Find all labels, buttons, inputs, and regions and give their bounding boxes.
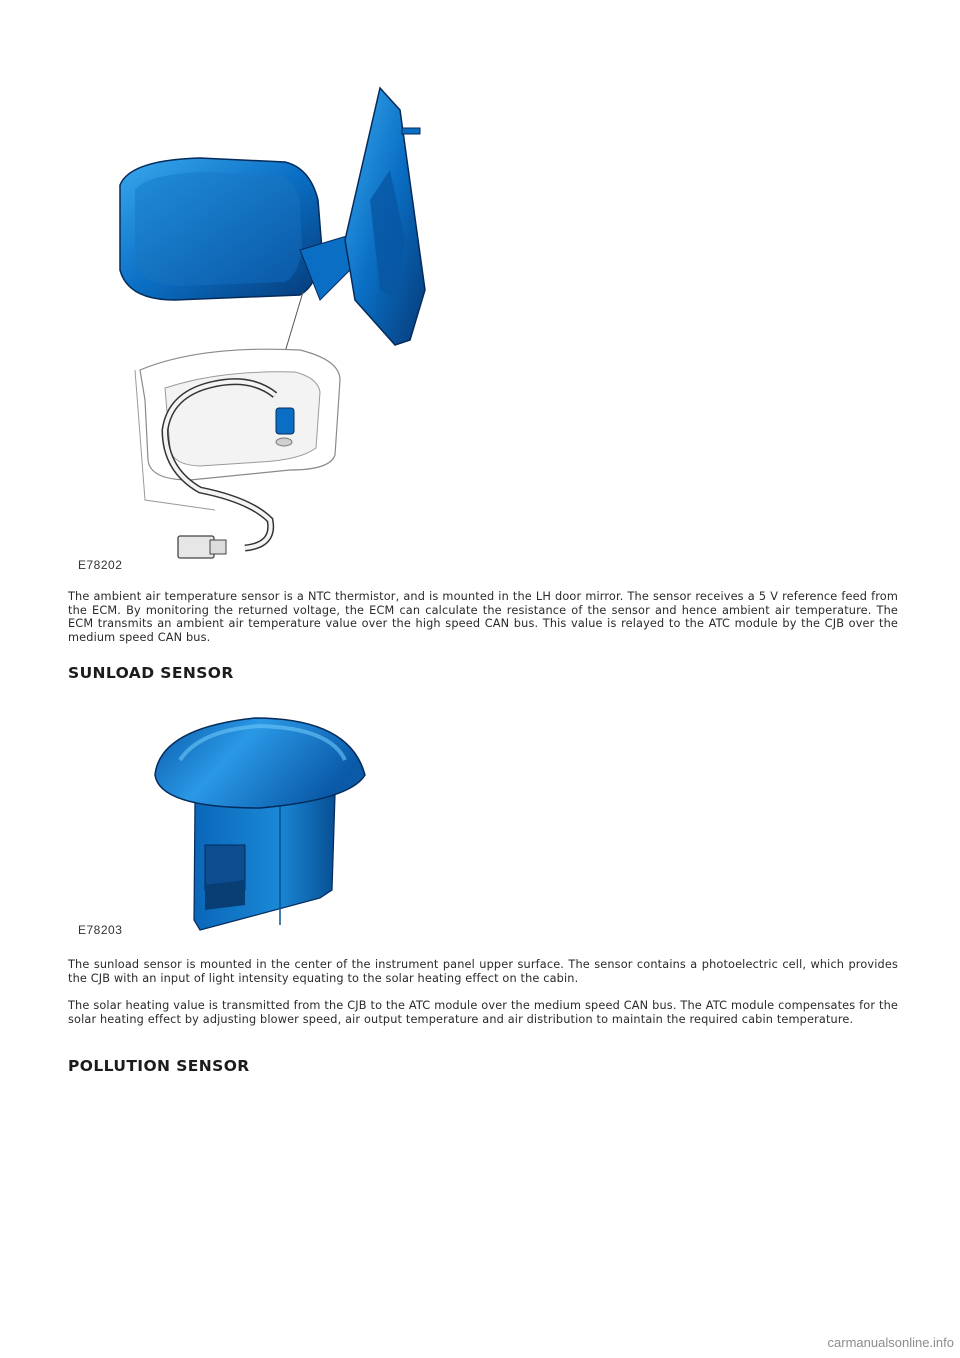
section-heading: SUNLOAD SENSOR [68,664,234,682]
watermark: carmanualsonline.info [827,1335,954,1350]
figure-caption: E78203 [78,923,123,937]
figure-caption: E78202 [78,558,123,572]
body-paragraph: The ambient air temperature sensor is a NTC thermistor, and is mounted in the LH door mirror. The sensor receives a 5 V reference feed from the ECM. By monitoring the returned voltage, the ECM can calculate the resistance of the sensor and hence ambient air temperature. The ECM transmits an ambient air temperature value over the high speed CAN bus. This value is relayed to the ATC module by the CJB over the medium speed CAN bus. [68,590,898,644]
section-heading: POLLUTION SENSOR [68,1057,250,1075]
body-paragraph: The solar heating value is transmitted from the CJB to the ATC module over the medium speed CAN bus. The ATC module compensates for the solar heating effect by adjusting blower speed, air output temperature and air distribution to maintain the required cabin temperature. [68,999,898,1026]
body-paragraph: The sunload sensor is mounted in the center of the instrument panel upper surface. The sensor contains a photoelectric cell, which provides the CJB with an input of light intensity equating to the solar heating effect on the cabin. [68,958,898,985]
